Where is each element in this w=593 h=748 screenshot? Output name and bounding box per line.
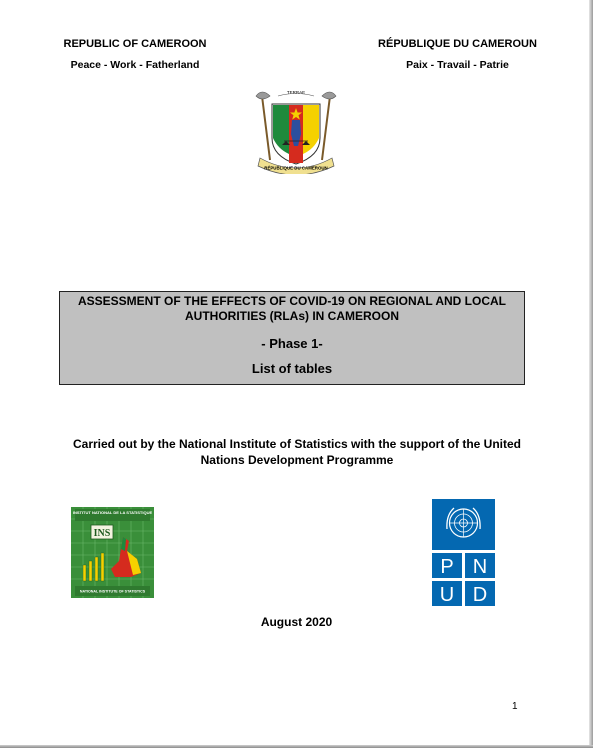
page-number: 1	[512, 701, 518, 712]
motto-english: Peace - Work - Fatherland	[70, 59, 200, 71]
document-title: ASSESSMENT OF THE EFFECTS OF COVID-19 ON REGIONAL AND LOCAL AUTHORITIES (RLAs) IN CAMEROON	[77, 294, 507, 323]
publication-date: August 2020	[260, 615, 333, 629]
ins-letters: INS	[93, 528, 111, 539]
document-phase: - Phase 1-	[261, 336, 323, 351]
undp-logo-icon	[432, 499, 495, 606]
undp-letter-u: U	[439, 584, 455, 606]
page-edge-shadow	[589, 0, 593, 748]
ins-top-text: INSTITUT NATIONAL DE LA STATISTIQUE	[72, 509, 153, 515]
coat-of-arms-icon	[248, 86, 344, 174]
ins-bottom-text: NATIONAL INSTITUTE OF STATISTICS	[79, 589, 146, 594]
title-box	[59, 291, 525, 385]
header-right	[360, 38, 555, 71]
coat-ribbon-text: RÉPUBLIQUE DU CAMEROUN	[264, 165, 328, 171]
coat-top-text: TERRAE	[286, 90, 306, 95]
undp-letter-p: P	[440, 556, 454, 578]
country-name-english: REPUBLIC OF CAMEROON	[63, 38, 207, 50]
header-left	[40, 38, 230, 71]
document-subtitle: List of tables	[251, 361, 333, 376]
ins-logo-icon	[71, 507, 154, 598]
motto-french: Paix - Travail - Patrie	[406, 59, 509, 71]
undp-letter-d: D	[472, 584, 488, 606]
undp-letter-n: N	[472, 556, 488, 578]
country-name-french: RÉPUBLIQUE DU CAMEROUN	[378, 38, 537, 50]
support-statement: Carried out by the National Institute of Statistics with the support of the United Nations Development Programme	[72, 437, 521, 467]
